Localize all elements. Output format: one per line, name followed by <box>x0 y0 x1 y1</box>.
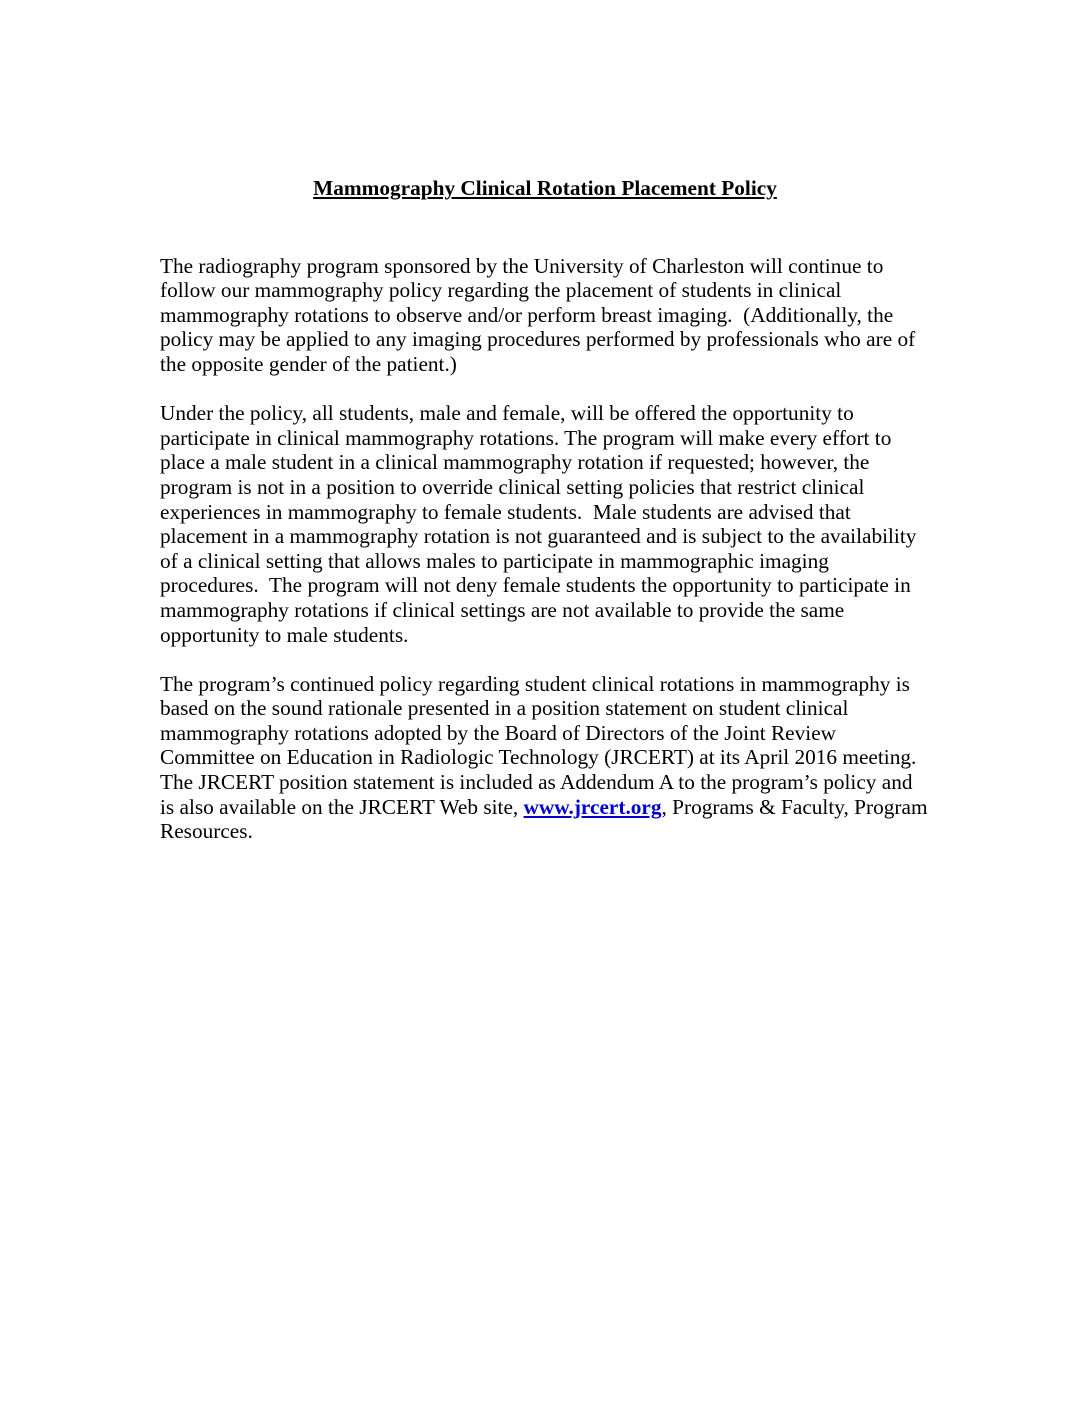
paragraph-rationale-text-before-link: The program’s continued policy regarding student clinical rotations in mammography is based on the sound rationale presented in a position statement on student clinical mammography rotations adopted by the Board of Directors of the Joint Review Committee on Education in Radiologic Technology (JRCERT) at its April 2016 meeting. The JRCERT position statement is included as Addendum A to the program’s policy and is also available on the JRCERT Web site, <box>160 671 922 819</box>
jrcert-website-link[interactable]: www.jrcert.org <box>523 794 662 819</box>
document-content <box>160 176 933 844</box>
paragraph-policy-details: Under the policy, all students, male and female, will be offered the opportunity to participate in clinical mammography rotations. The program will make every effort to place a male student in a clinical mammography rotation if requested; however, the program is not in a position to override clinical setting policies that restrict clinical experiences in mammography to female students. Male students are advised that placement in a mammography rotation is not guaranteed and is subject to the availability of a clinical setting that allows males to participate in mammographic imaging procedures. The program will not deny female students the opportunity to participate in mammography rotations if clinical settings are not available to provide the same opportunity to male students. <box>160 401 922 647</box>
paragraph-rationale-text-after-link: , Programs & Faculty, Program Resources. <box>160 794 933 844</box>
paragraph-rationale <box>160 671 933 844</box>
document-title: Mammography Clinical Rotation Placement Policy <box>313 176 777 200</box>
paragraph-intro: The radiography program sponsored by the University of Charleston will continue to follow our mammography policy regarding the placement of students in clinical mammography rotations to observe and/or perform breast imaging. (Additionally, the policy may be applied to any imaging procedures performed by professionals who are of the opposite gender of the patient.) <box>160 253 921 376</box>
